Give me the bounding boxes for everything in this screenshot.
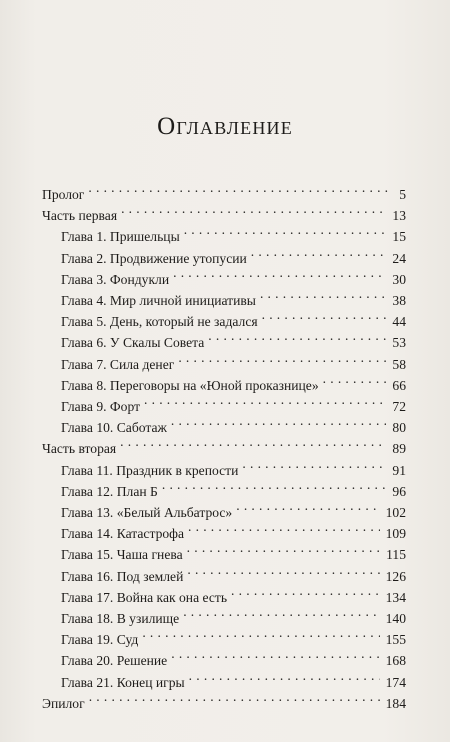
toc-entry-page-number: 168 <box>385 653 406 669</box>
dot-leader <box>120 431 386 453</box>
toc-entry <box>61 495 406 520</box>
toc-entry-page-number: 184 <box>385 695 406 711</box>
dot-leader <box>184 219 387 241</box>
dot-leader <box>173 262 386 284</box>
dot-leader <box>183 601 379 623</box>
toc-entry <box>61 643 406 669</box>
toc-entry-page-number: 115 <box>386 547 406 563</box>
toc-entry-label: Глава 4. Мир личной инициативы <box>61 293 256 308</box>
toc-entry-label: Глава 14. Катастрофа <box>61 526 185 542</box>
toc-entry-page-number: 66 <box>392 377 406 393</box>
toc-entry-page-number: 72 <box>392 399 406 414</box>
toc-entry-page-number: 53 <box>392 335 406 351</box>
toc-entry-label: Глава 8. Переговоры на «Юной проказнице» <box>61 377 319 393</box>
toc-entry-label: Глава 11. Праздник в крепости <box>61 462 239 478</box>
dot-leader <box>231 580 380 602</box>
dot-leader <box>171 643 379 665</box>
toc-entry-page-number: 80 <box>392 420 406 436</box>
dot-leader <box>262 304 387 326</box>
toc-entry <box>61 325 406 351</box>
toc-entry <box>61 601 406 626</box>
toc-entry-page-number: 102 <box>385 505 406 520</box>
toc-entry-page-number: 5 <box>399 187 406 202</box>
toc-entry <box>61 537 406 563</box>
toc-entry <box>61 665 406 690</box>
toc-entry <box>61 559 406 584</box>
toc-entry-page-number: 44 <box>392 314 406 330</box>
toc-entry <box>61 368 406 393</box>
toc-entry-page-number: 15 <box>392 229 406 245</box>
dot-leader <box>171 410 387 432</box>
dot-leader <box>236 495 379 517</box>
dot-leader <box>251 241 387 263</box>
toc-entry <box>42 198 406 224</box>
toc-entry-label: Часть первая <box>42 208 118 224</box>
toc-entry <box>61 304 406 330</box>
toc-entry <box>61 474 406 499</box>
toc-entry-label: Глава 12. План Б <box>61 483 158 499</box>
dot-leader <box>144 389 386 411</box>
toc-entry-page-number: 91 <box>392 462 406 478</box>
toc-entry-label: Глава 16. Под землей <box>61 568 184 584</box>
toc-entry <box>61 410 406 436</box>
toc-entry-page-number: 13 <box>392 208 406 224</box>
toc-entry-label: Часть вторая <box>42 441 117 457</box>
toc-entry-page-number: 155 <box>385 632 406 648</box>
dot-leader <box>121 198 386 220</box>
toc-entry <box>61 580 406 605</box>
toc-entry <box>42 686 406 711</box>
toc-entry-page-number: 96 <box>392 483 406 499</box>
toc-entry-label: Эпилог <box>42 695 85 711</box>
toc-entry <box>42 431 406 457</box>
toc-entry-page-number: 140 <box>385 611 406 626</box>
dot-leader <box>189 665 380 687</box>
toc-entry-label: Глава 6. У Скалы Совета <box>61 335 205 351</box>
toc-entry <box>42 177 406 202</box>
page-title: Оглавление <box>157 113 293 140</box>
toc-entry <box>61 283 406 308</box>
toc-entry-label: Глава 7. Сила денег <box>61 356 175 372</box>
toc-entry-label: Глава 1. Пришельцы <box>61 229 180 245</box>
toc-entry <box>61 516 406 542</box>
toc-entry-label: Глава 18. В узилище <box>61 611 180 626</box>
toc-entry-label: Глава 13. «Белый Альбатрос» <box>61 505 233 520</box>
toc-entry-page-number: 30 <box>392 271 406 287</box>
toc-entry-page-number: 126 <box>385 568 406 584</box>
toc-entry-label: Глава 17. Война как она есть <box>61 589 228 605</box>
dot-leader <box>187 559 379 581</box>
toc-entry-page-number: 174 <box>385 674 406 690</box>
toc-entry-label: Глава 19. Суд <box>61 632 139 648</box>
toc-entry <box>61 389 406 414</box>
toc-entry-label: Глава 5. День, который не задался <box>61 314 258 330</box>
toc-entry <box>61 219 406 245</box>
toc-entry-label: Глава 2. Продвижение утопусии <box>61 250 247 266</box>
toc-entry-label: Глава 20. Решение <box>61 653 168 669</box>
toc-entry-page-number: 58 <box>392 356 406 372</box>
toc-entry-page-number: 109 <box>385 526 406 542</box>
dot-leader <box>242 453 386 475</box>
dot-leader <box>162 474 387 496</box>
dot-leader <box>323 368 387 390</box>
toc-entry-label: Глава 9. Форт <box>61 399 141 414</box>
dot-leader <box>260 283 386 305</box>
dot-leader <box>188 516 380 538</box>
toc-entry <box>61 241 406 266</box>
toc-entry <box>61 622 406 648</box>
toc-entry-page-number: 134 <box>385 589 406 605</box>
toc-entry-label: Глава 3. Фондукли <box>61 271 170 287</box>
toc-entry-page-number: 89 <box>392 441 406 457</box>
dot-leader <box>187 537 380 559</box>
toc-entry-label: Глава 15. Чаша гнева <box>61 547 183 563</box>
toc-entry <box>61 262 406 287</box>
toc-entry-page-number: 38 <box>392 293 406 308</box>
toc-entry-label: Глава 10. Саботаж <box>61 420 167 436</box>
dot-leader <box>142 622 379 644</box>
toc-entry-label: Пролог <box>42 187 85 202</box>
dot-leader <box>208 325 386 347</box>
dot-leader <box>89 686 380 708</box>
dot-leader <box>88 177 393 199</box>
toc-entry <box>61 453 406 478</box>
toc-entry-page-number: 24 <box>392 250 406 266</box>
dot-leader <box>178 347 386 369</box>
toc-entry-label: Глава 21. Конец игры <box>61 674 185 690</box>
toc-entry <box>61 347 406 372</box>
